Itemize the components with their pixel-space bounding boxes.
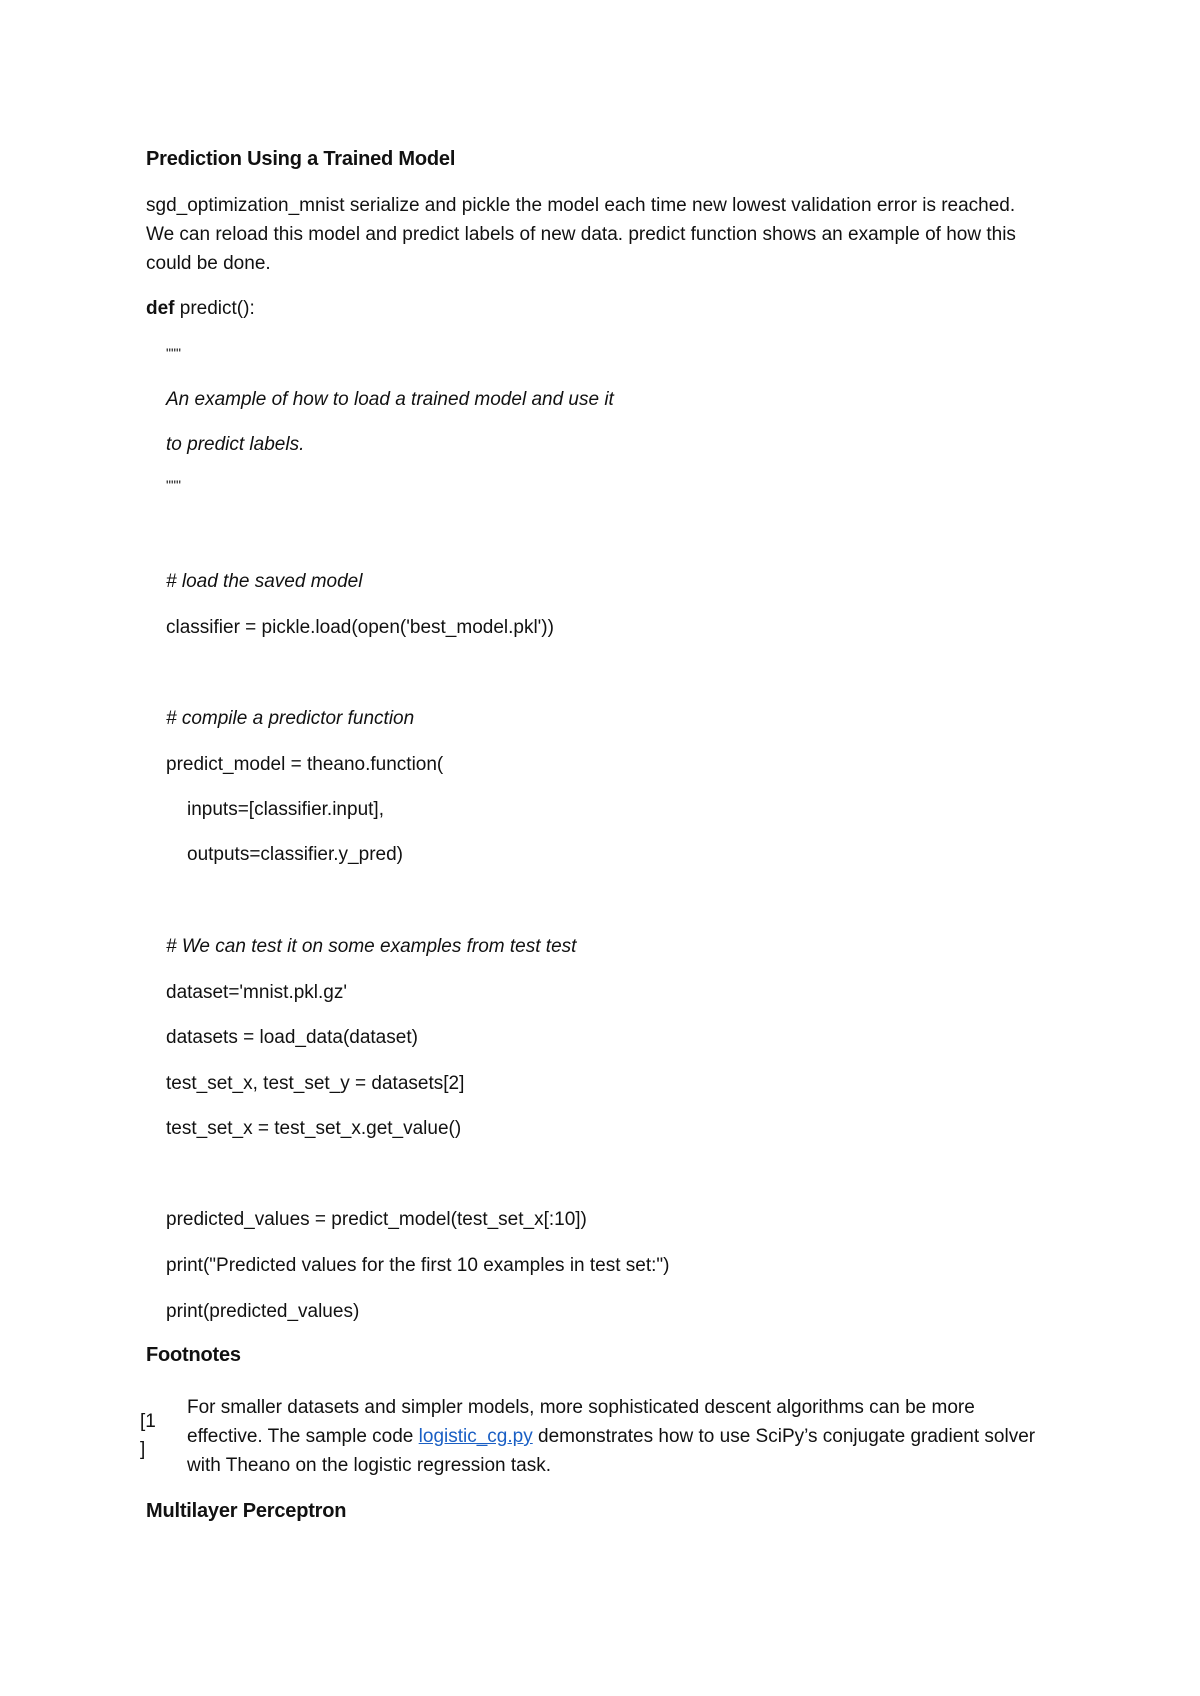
code-test-set-split-line: test_set_x, test_set_y = datasets[2] (166, 1073, 465, 1094)
code-predicted-values-line: predicted_values = predict_model(test_set_x[:10]) (166, 1209, 587, 1230)
code-test-set-get-value-line: test_set_x = test_set_x.get_value() (166, 1118, 462, 1139)
code-outputs-line: outputs=classifier.y_pred) (187, 844, 403, 865)
comment-compile: # compile a predictor function (166, 708, 415, 729)
footnote-marker-open: [1 (140, 1411, 156, 1432)
section-title-footnotes: Footnotes (146, 1344, 241, 1366)
code-def-line (146, 297, 255, 321)
docstring-close: """ (166, 477, 181, 493)
code-inputs-line: inputs=[classifier.input], (187, 799, 384, 820)
section-title-multilayer-perceptron: Multilayer Perceptron (146, 1500, 347, 1522)
footnote-marker-close: ] (140, 1439, 146, 1460)
code-dataset-line: dataset='mnist.pkl.gz' (166, 982, 347, 1003)
logistic-cg-link[interactable]: logistic_cg.py (418, 1426, 533, 1447)
intro-paragraph: sgd_optimization_mnist serialize and pickle the model each time new lowest validation error is reached. We can reload this model and predict labels of new data. predict function shows an example of how this could be done. (146, 195, 1016, 274)
code-print-values-line: print(predicted_values) (166, 1301, 360, 1322)
docstring-open: """ (166, 345, 181, 361)
docstring-line-1: An example of how to load a trained model and use it (166, 389, 614, 410)
code-datasets-line: datasets = load_data(dataset) (166, 1027, 418, 1048)
def-signature: predict(): (174, 298, 255, 319)
def-keyword: def (146, 298, 175, 319)
code-classifier-line: classifier = pickle.load(open('best_model.pkl')) (166, 617, 554, 638)
footnote-text-before: For smaller datasets and simpler models, more sophisticated descent algorithms can be more effective. The sample code (187, 1397, 975, 1447)
footnote-text-after: demonstrates how to use SciPy’s conjugate gradient solver with Theano on the logistic regression task. (187, 1426, 1036, 1476)
code-print-label-line: print("Predicted values for the first 10 examples in test set:") (166, 1255, 670, 1276)
code-predict-model-line: predict_model = theano.function( (166, 754, 444, 775)
comment-test: # We can test it on some examples from test test (166, 936, 577, 957)
section-title-prediction: Prediction Using a Trained Model (146, 148, 456, 170)
docstring-line-2: to predict labels. (166, 434, 305, 455)
footnote-text (187, 1393, 1047, 1480)
comment-load-model: # load the saved model (166, 571, 363, 592)
footnote-marker (140, 1408, 156, 1464)
